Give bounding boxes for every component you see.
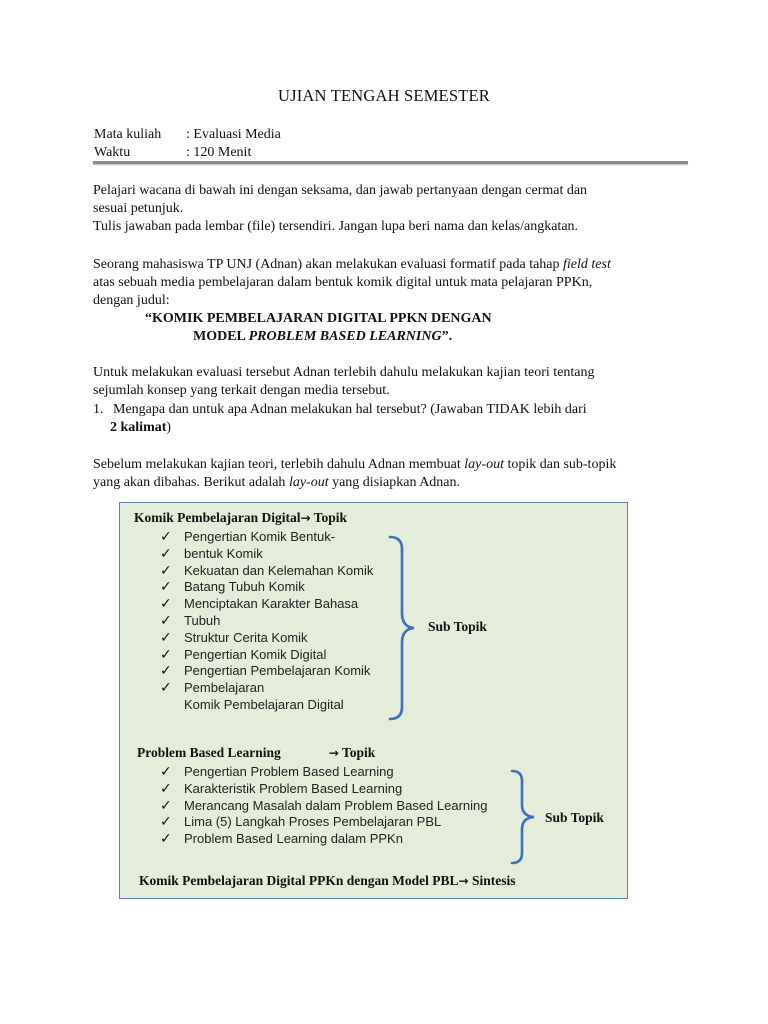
question-tail: ) xyxy=(166,420,172,435)
subtopic-item xyxy=(160,831,488,848)
topic-2-heading xyxy=(137,745,375,761)
subtopic-item xyxy=(160,529,373,546)
instruction-line: Pelajari wacana di bawah ini dengan seksama, dan jawab pertanyaan dengan cermat dan xyxy=(93,183,588,198)
check-icon: ✓ xyxy=(160,596,172,613)
subtopic-item xyxy=(160,697,373,714)
topic-label: Problem Based Learning xyxy=(137,745,281,760)
instructions xyxy=(93,182,683,236)
subtopic-text: Komik Pembelajaran Digital xyxy=(184,696,344,712)
check-icon: ✓ xyxy=(160,629,172,646)
subtopic-text: Menciptakan Karakter Bahasa xyxy=(184,596,359,612)
case-italic-text: field test xyxy=(563,257,611,272)
case-line: atas sebuah media pembelajaran dalam bentuk komik digital untuk mata pelajaran PPKn, xyxy=(93,275,593,290)
layout-intro-text: yang disiapkan Adnan. xyxy=(328,475,461,490)
exam-meta xyxy=(94,126,281,162)
subtopic-item xyxy=(160,563,373,580)
subtopic-item xyxy=(160,596,373,613)
meta-label: Waktu xyxy=(94,145,131,160)
subtopic-list-1 xyxy=(160,529,373,714)
subtopic-item xyxy=(160,798,488,815)
media-title-text: MODEL xyxy=(193,329,249,344)
subtopic-text: Merancang Masalah dalam Problem Based Learning xyxy=(184,797,488,813)
kajian-line: Untuk melakukan evaluasi tersebut Adnan terlebih dahulu melakukan kajian teori tentang xyxy=(93,365,595,380)
case-paragraph xyxy=(93,256,683,310)
case-line xyxy=(93,256,683,274)
subtopic-item xyxy=(160,546,373,563)
topic-tag: Topik xyxy=(338,745,376,760)
subtopic-text: Karakteristik Problem Based Learning xyxy=(184,780,403,796)
check-icon: ✓ xyxy=(160,831,172,848)
media-title-italic: PROBLEM BASED LEARNING xyxy=(248,329,442,344)
kajian-paragraph xyxy=(93,364,683,400)
subtopic-item xyxy=(160,663,373,680)
check-icon: ✓ xyxy=(160,529,172,545)
kajian-line: sejumlah konsep yang terkait dengan media tersebut. xyxy=(93,383,390,398)
subtopic-text: Pengertian Komik Bentuk- xyxy=(184,529,336,544)
layout-intro-line xyxy=(93,456,683,474)
case-line: dengan judul: xyxy=(93,293,170,308)
synthesis-tag: Sintesis xyxy=(468,873,516,888)
check-icon: ✓ xyxy=(160,680,172,697)
synthesis-heading xyxy=(139,873,515,889)
instruction-line: Tulis jawaban pada lembar (file) tersendiri. Jangan lupa beri nama dan kelas/angkatan. xyxy=(93,219,579,234)
media-title-line: “KOMIK PEMBELAJARAN DIGITAL PPKN DENGAN xyxy=(145,311,492,326)
check-icon: ✓ xyxy=(160,797,172,814)
meta-row-time xyxy=(94,144,281,162)
question-bold: 2 kalimat xyxy=(110,420,167,435)
subtopic-text: bentuk Komik xyxy=(184,545,263,561)
subtopic-item xyxy=(160,613,373,630)
page-title: UJIAN TENGAH SEMESTER xyxy=(278,86,490,105)
check-icon: ✓ xyxy=(160,646,172,663)
arrow-right-icon: → xyxy=(328,746,339,760)
media-title-text: ”. xyxy=(441,329,453,344)
subtopic-text: Problem Based Learning dalam PPKn xyxy=(184,831,403,847)
subtopic-item xyxy=(160,764,488,781)
meta-row-course xyxy=(94,126,281,144)
topic-label: Komik Pembelajaran Digital xyxy=(134,510,301,525)
subtopic-item xyxy=(160,680,373,697)
question-1 xyxy=(93,401,693,437)
subtopic-item xyxy=(160,630,373,647)
subtopic-text: Lima (5) Langkah Proses Pembelajaran PBL xyxy=(184,814,442,830)
subtopic-text: Pengertian Pembelajaran Komik xyxy=(184,663,371,679)
layout-intro-text: Sebelum melakukan kajian teori, terlebih dahulu Adnan membuat xyxy=(93,457,465,472)
right-brace-icon xyxy=(388,535,418,721)
layout-intro-italic: lay-out xyxy=(288,475,329,490)
meta-value: : Evaluasi Media xyxy=(186,127,281,142)
check-icon: ✓ xyxy=(160,562,172,579)
question-text: Mengapa dan untuk apa Adnan melakukan hal tersebut? (Jawaban TIDAK lebih dari xyxy=(113,402,587,417)
arrow-right-icon: → xyxy=(300,511,311,525)
media-title-line xyxy=(93,328,593,346)
check-icon: ✓ xyxy=(160,780,172,797)
check-icon: ✓ xyxy=(160,545,172,562)
subtopic-text: Struktur Cerita Komik xyxy=(184,629,308,645)
subtopic-item xyxy=(160,647,373,664)
question-line xyxy=(93,401,693,419)
topic-tag: Topik xyxy=(310,510,347,525)
arrow-right-icon: → xyxy=(458,874,469,888)
layout-intro-text: yang akan dibahas. Berikut adalah xyxy=(93,475,289,490)
check-icon: ✓ xyxy=(160,579,172,596)
meta-label: Mata kuliah xyxy=(94,127,162,142)
synthesis-label: Komik Pembelajaran Digital PPKn dengan Model PBL xyxy=(139,873,459,888)
question-number: 1. xyxy=(93,402,104,417)
subtopic-text: Pengertian Problem Based Learning xyxy=(184,764,394,779)
topic-1-heading xyxy=(134,510,347,526)
subtopic-text: Pengertian Komik Digital xyxy=(184,646,327,662)
subtopic-item xyxy=(160,579,373,596)
subtopic-text: Tubuh xyxy=(184,612,221,628)
subtopic-text: Pembelajaran xyxy=(184,680,265,696)
subtopic-label-2: Sub Topik xyxy=(545,810,604,825)
layout-intro-line xyxy=(93,474,683,492)
check-icon: ✓ xyxy=(160,663,172,680)
meta-value: : 120 Menit xyxy=(186,145,252,160)
question-line xyxy=(93,419,693,437)
subtopic-text: Batang Tubuh Komik xyxy=(184,579,305,595)
subtopic-text: Kekuatan dan Kelemahan Komik xyxy=(184,562,374,578)
instruction-line: sesuai petunjuk. xyxy=(93,201,184,216)
layout-box xyxy=(119,502,628,899)
layout-intro-italic: lay-out xyxy=(464,457,504,472)
layout-intro xyxy=(93,456,683,492)
horizontal-divider xyxy=(93,161,688,164)
case-text: Seorang mahasiswa TP UNJ (Adnan) akan melakukan evaluasi formatif pada tahap xyxy=(93,257,564,272)
media-title xyxy=(93,310,593,346)
subtopic-list-2 xyxy=(160,764,488,848)
check-icon: ✓ xyxy=(160,612,172,629)
subtopic-label-1: Sub Topik xyxy=(428,619,487,634)
subtopic-item xyxy=(160,781,488,798)
layout-intro-text: topik dan sub-topik xyxy=(503,457,617,472)
right-brace-icon xyxy=(510,769,538,865)
check-icon: ✓ xyxy=(160,814,172,831)
check-icon: ✓ xyxy=(160,764,172,780)
subtopic-item xyxy=(160,814,488,831)
